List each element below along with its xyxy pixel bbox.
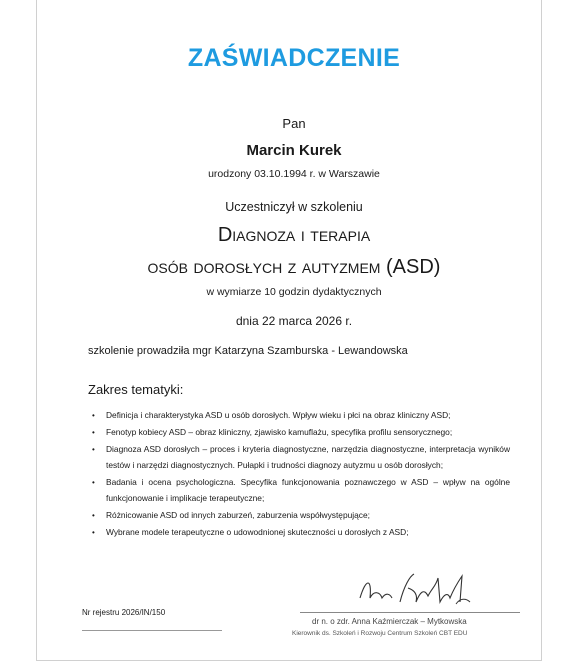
left-divider	[82, 630, 222, 631]
course-title-line-2: osób dorosłych z autyzmem (ASD)	[147, 256, 441, 278]
bullet-icon: •	[92, 528, 95, 538]
scope-heading: Zakres tematyki:	[88, 382, 184, 397]
list-item	[92, 425, 510, 441]
topic-text: Fenotyp kobiecy ASD – obraz kliniczny, zjawisko kamuflażu, specyfika profilu sensorycznego;	[106, 427, 453, 438]
topic-text: Badania i ocena psychologiczna. Specyfika funkcjonowania poznawczego w ASD – wpływ na ogólne funkcjonowanie i implikacje terapeutyczne;	[106, 477, 510, 503]
topic-text: Definicja i charakterystyka ASD u osób dorosłych. Wpływ wieku i płci na obraz kliniczny ASD;	[106, 410, 451, 420]
topic-text: Diagnoza ASD dorosłych – proces i kryteria diagnostyczne, narzędzia diagnostyczne, interpretacja wyników testów i narzędzi diagnostycznych. Pułapki i trudności diagnozy autyzmu u osób dorosłych;	[106, 444, 510, 470]
bullet-icon: •	[92, 428, 95, 438]
course-hours: w wymiarze 10 godzin dydaktycznych	[206, 286, 382, 298]
signatory-name: dr n. o zdr. Anna Kaźmierczak – Mytkowska	[312, 617, 467, 626]
course-title-line-1: Diagnoza i terapia	[217, 224, 371, 246]
recipient-name: Marcin Kurek	[246, 142, 342, 159]
certificate-frame	[36, 0, 542, 661]
bullet-icon: •	[92, 510, 95, 520]
handwritten-signature	[352, 568, 472, 612]
certificate-title: ZAŚWIADCZENIE	[187, 44, 401, 72]
bullet-icon: •	[92, 445, 95, 455]
topic-text: Różnicowanie ASD od innych zaburzeń, zaburzenia współwystępujące;	[106, 509, 370, 520]
instructor-info: szkolenie prowadziła mgr Katarzyna Szamburska - Lewandowska	[88, 345, 408, 357]
list-item	[92, 442, 510, 474]
topic-text: Wybrane modele terapeutyczne o udowodnionej skuteczności u dorosłych z ASD;	[106, 527, 409, 538]
signatory-role: Kierownik ds. Szkoleń i Rozwoju Centrum Szkoleń CBT EDU	[292, 630, 468, 637]
registry-number: Nr rejestru 2026/IN/150	[82, 608, 166, 617]
list-item	[92, 475, 510, 507]
bullet-icon: •	[92, 411, 95, 420]
salutation: Pan	[282, 116, 306, 131]
list-item	[92, 408, 510, 424]
list-item	[92, 525, 510, 541]
participation-text: Uczestniczył w szkoleniu	[225, 200, 363, 214]
topics-list	[92, 408, 510, 542]
list-item	[92, 508, 510, 524]
bullet-icon: •	[92, 478, 95, 488]
course-date: dnia 22 marca 2026 r.	[235, 314, 353, 328]
signature-line	[300, 612, 520, 613]
birth-info: urodzony 03.10.1994 r. w Warszawie	[208, 168, 380, 180]
